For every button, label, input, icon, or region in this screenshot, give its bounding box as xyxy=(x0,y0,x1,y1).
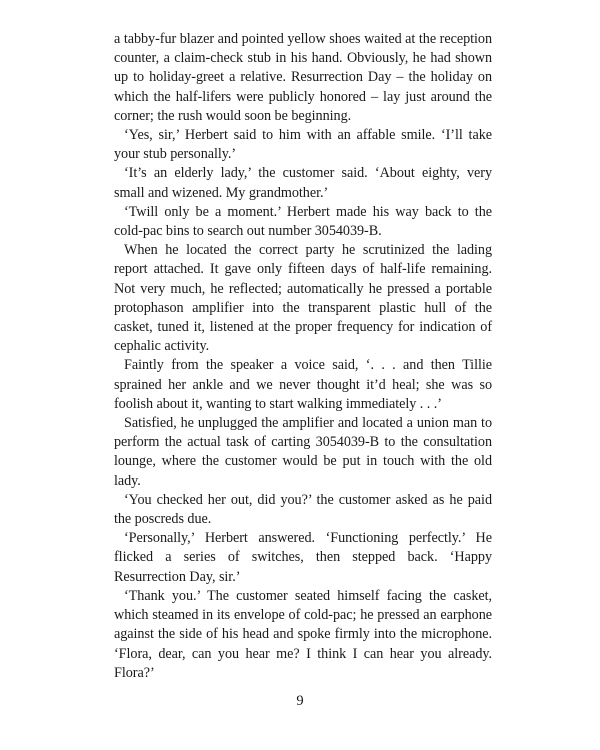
paragraph-5: When he located the correct party he scrutinized the lading report attached. It gave only fifteen days of half-life remaining. Not very much, he reflected; automatically he pressed a portable protophason amplifier into the transparent plastic hull of the casket, tuned it, listened at the proper frequency for indication of cephalic activity. xyxy=(114,242,492,355)
paragraph-10: ‘Thank you.’ The customer seated himself facing the casket, which steamed in its envelope of cold-pac; he pressed an earphone against the side of his head and spoke firmly into the microphone. ‘Flora, dear, can you hear me? I think I can hear you already. Flora?’ xyxy=(114,587,492,681)
paragraph-3: ‘It’s an elderly lady,’ the customer said. ‘About eighty, very small and wizened. My grandmother.’ xyxy=(114,165,492,201)
paragraph-8: ‘You checked her out, did you?’ the customer asked as he paid the poscreds due. xyxy=(114,491,492,528)
body-text xyxy=(114,30,492,683)
paragraph-7: Satisfied, he unplugged the amplifier and located a union man to perform the actual task of carting 3054039-B to the consultation lounge, where the customer would be put in touch with the old lady. xyxy=(114,415,492,489)
paragraph-4: ‘Twill only be a moment.’ Herbert made his way back to the cold-pac bins to search out number 3054039-B. xyxy=(114,203,492,240)
paragraph-9: ‘Personally,’ Herbert answered. ‘Functioning perfectly.’ He flicked a series of switches, then stepped back. ‘Happy Resurrection Day, sir.’ xyxy=(114,530,492,585)
paragraph-6: Faintly from the speaker a voice said, ‘. . . and then Tillie sprained her ankle and we never thought it’d heal; she was so foolish about it, wanting to start walking immediately . . .’ xyxy=(114,357,492,412)
paragraph-2: ‘Yes, sir,’ Herbert said to him with an affable smile. ‘I’ll take your stub personally.’ xyxy=(114,127,492,163)
page-number: 9 xyxy=(296,693,304,709)
paragraph-1: a tabby-fur blazer and pointed yellow shoes waited at the reception counter, a claim-check stub in his hand. Obviously, he had shown up to holiday-greet a relative. Resurrection Day – the holiday on which the half-lifers were publicly honored – lay just around the corner; the rush would soon be beginning. xyxy=(114,31,492,124)
